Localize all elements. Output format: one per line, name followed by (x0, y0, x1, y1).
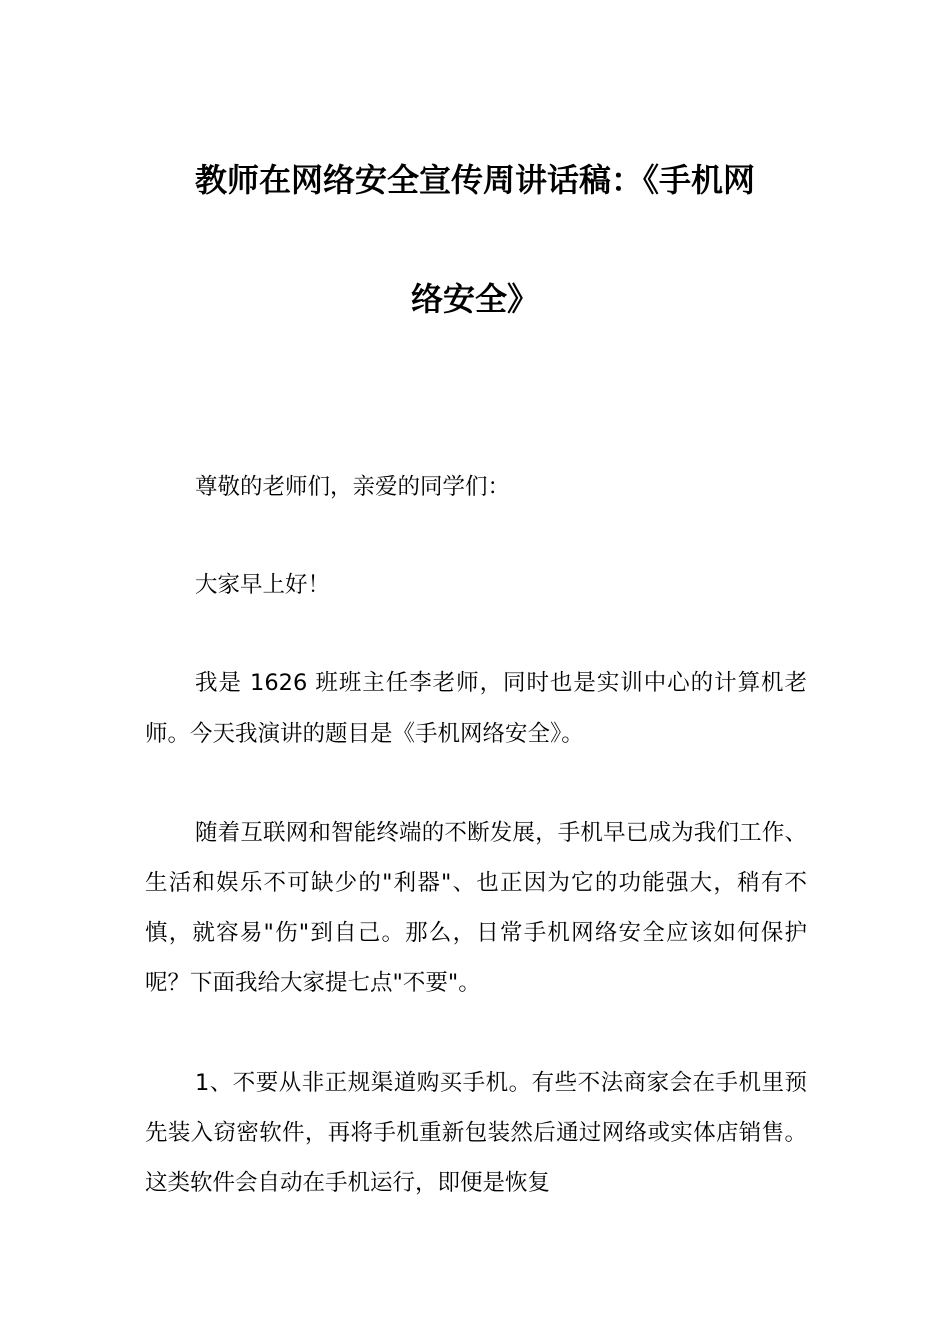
title-line-2: 络安全》 (410, 280, 539, 318)
title-line-1: 教师在网络安全宣传周讲话稿：《手机网 (194, 161, 755, 199)
salutation-paragraph: 大家早上好！ (195, 572, 331, 599)
greeting-paragraph: 尊敬的老师们，亲爱的同学们： (195, 474, 511, 500)
document-body (145, 462, 807, 1257)
document-title (145, 150, 805, 329)
introduction-paragraph: 我是 1626 班班主任李老师，同时也是实训中心的计算机老师。今天我演讲的题目是《手机网络安全》。 (145, 670, 807, 747)
context-paragraph: 随着互联网和智能终端的不断发展，手机早已成为我们工作、生活和娱乐不可缺少的"利器"、也正因为它的功能强大，稍有不慎，就容易"伤"到自己。那么，日常手机网络安全应该如何保护呢？下面我给大家提七点"不要"。 (145, 819, 807, 997)
point-one-paragraph: 1、不要从非正规渠道购买手机。有些不法商家会在手机里预先装入窃密软件，再将手机重新包装然后通过网络或实体店销售。这类软件会自动在手机运行，即便是恢复 (145, 1069, 807, 1197)
